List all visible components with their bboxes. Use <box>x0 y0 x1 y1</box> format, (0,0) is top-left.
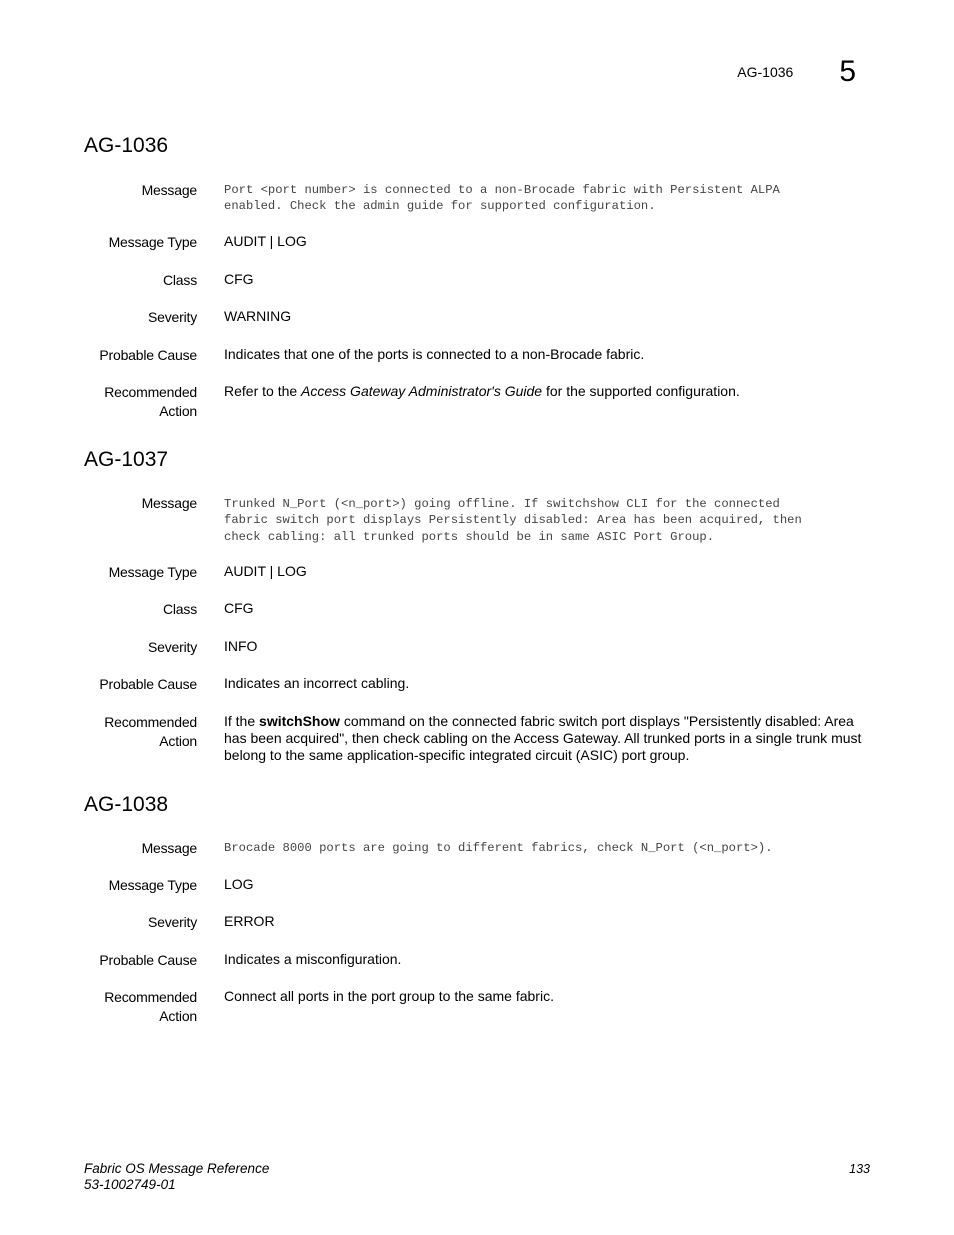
class-value: CFG <box>224 271 254 287</box>
label-message: Message <box>141 840 197 856</box>
guide-title: Access Gateway Administrator's Guide <box>301 383 543 399</box>
label-probable-cause: Probable Cause <box>99 347 197 363</box>
message-type-value: AUDIT | LOG <box>224 563 307 579</box>
action-text: command on the connected fabric switch port displays "Persistently disabled: Area has been acquired", then check cabling on the Access Gateway. All trunked ports in a single trunk must belong to the same application-specific integrated circuit (ASIC) port group. <box>224 713 862 763</box>
probable-cause-value: Indicates a misconfiguration. <box>224 951 402 967</box>
severity-value: WARNING <box>224 308 292 324</box>
label-recommended-action: Recommended Action <box>104 714 197 749</box>
label-class: Class <box>162 272 197 288</box>
label-recommended-action: Recommended Action <box>104 384 197 419</box>
severity-value: ERROR <box>224 913 275 929</box>
label-severity: Severity <box>148 309 197 325</box>
recommended-action-value <box>224 713 868 764</box>
label-message-type: Message Type <box>108 564 197 580</box>
page-footer <box>84 1161 870 1193</box>
entry-title-ag-1037: AG-1037 <box>84 448 169 471</box>
label-message: Message <box>141 495 197 511</box>
label-severity: Severity <box>148 914 197 930</box>
document-number: 53-1002749-01 <box>84 1177 176 1192</box>
label-probable-cause: Probable Cause <box>99 952 197 968</box>
label-message: Message <box>141 182 197 198</box>
entry-title-ag-1036: AG-1036 <box>84 134 169 157</box>
probable-cause-value: Indicates an incorrect cabling. <box>224 675 410 691</box>
label-message-type: Message Type <box>108 877 197 893</box>
message-type-value: AUDIT | LOG <box>224 233 307 249</box>
running-header <box>737 56 856 88</box>
entry-title-ag-1038: AG-1038 <box>84 793 169 816</box>
action-text: for the supported configuration. <box>542 383 740 399</box>
probable-cause-value: Indicates that one of the ports is connected to a non-Brocade fabric. <box>224 346 645 362</box>
label-class: Class <box>162 601 197 617</box>
message-type-value: LOG <box>224 876 254 892</box>
action-text: Refer to the <box>224 383 302 399</box>
label-recommended-action: Recommended Action <box>104 989 197 1024</box>
message-text: Port <port number> is connected to a non-Brocade fabric with Persistent ALPA enabled. Check the admin guide for supported configuration. <box>224 183 780 214</box>
header-label: AG-1036 <box>737 64 794 80</box>
action-text: If the <box>224 713 260 729</box>
class-value: CFG <box>224 600 254 616</box>
label-severity: Severity <box>148 639 197 655</box>
message-text: Brocade 8000 ports are going to different fabrics, check N_Port (<n_port>). <box>224 841 773 855</box>
severity-value: INFO <box>224 638 258 654</box>
recommended-action-value <box>224 383 868 400</box>
message-text: Trunked N_Port (<n_port>) going offline. If switchshow CLI for the connected fabric switch port displays Persistently disabled: Area has been acquired, then check cabling: all trunked ports should be in same ASIC Port Group. <box>224 497 802 544</box>
chapter-number: 5 <box>839 55 856 88</box>
document-title: Fabric OS Message Reference <box>84 1161 270 1176</box>
recommended-action-value: Connect all ports in the port group to the same fabric. <box>224 988 554 1004</box>
label-probable-cause: Probable Cause <box>99 676 197 692</box>
page-number: 133 <box>849 1162 870 1176</box>
command-name: switchShow <box>259 713 340 729</box>
label-message-type: Message Type <box>108 234 197 250</box>
